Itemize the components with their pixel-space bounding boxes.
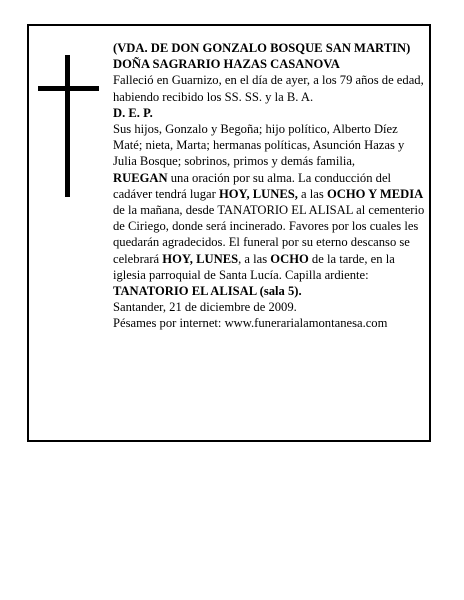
condolences-line: Pésames por internet: www.funerarialamontanesa.com xyxy=(113,316,388,331)
obituary-text xyxy=(113,40,425,332)
cross-icon-bar xyxy=(38,86,99,91)
deceased-name: DOÑA SAGRARIO HAZAS CASANOVA xyxy=(113,57,340,72)
cross-icon xyxy=(65,55,70,197)
dep-line: D. E. P. xyxy=(113,105,153,120)
widow-line: (VDA. DE DON GONZALO BOSQUE SAN MARTIN) xyxy=(113,41,411,55)
death-notice: Falleció en Guarnizo, en el día de ayer, a los 79 años de edad, habiendo recibido los SS. SS. y la B. A. xyxy=(113,73,424,104)
request-paragraph: RUEGAN una oración por su alma. La conducción del cadáver tendrá lugar HOY, LUNES, a las OCHO Y MEDIA de la mañana, desde TANATORIO EL ALISAL al cementerio de Ciriego, donde será incinerado. Favores por los cuales les quedarán agradecidos. El funeral por su eterno descanso se celebrará HOY, LUNES, a las OCHO de la tarde, en la iglesia parroquial de Santa Lucía. Capilla ardiente: xyxy=(113,170,425,282)
tanatorio-line: TANATORIO EL ALISAL (sala 5). xyxy=(113,284,302,299)
family-list: Sus hijos, Gonzalo y Begoña; hijo político, Alberto Díez Maté; nieta, Marta; hermanas políticas, Asunción Hazas y Julia Bosque; sobrinos, primos y demás familia, xyxy=(113,122,405,169)
date-place: Santander, 21 de diciembre de 2009. xyxy=(113,300,297,315)
